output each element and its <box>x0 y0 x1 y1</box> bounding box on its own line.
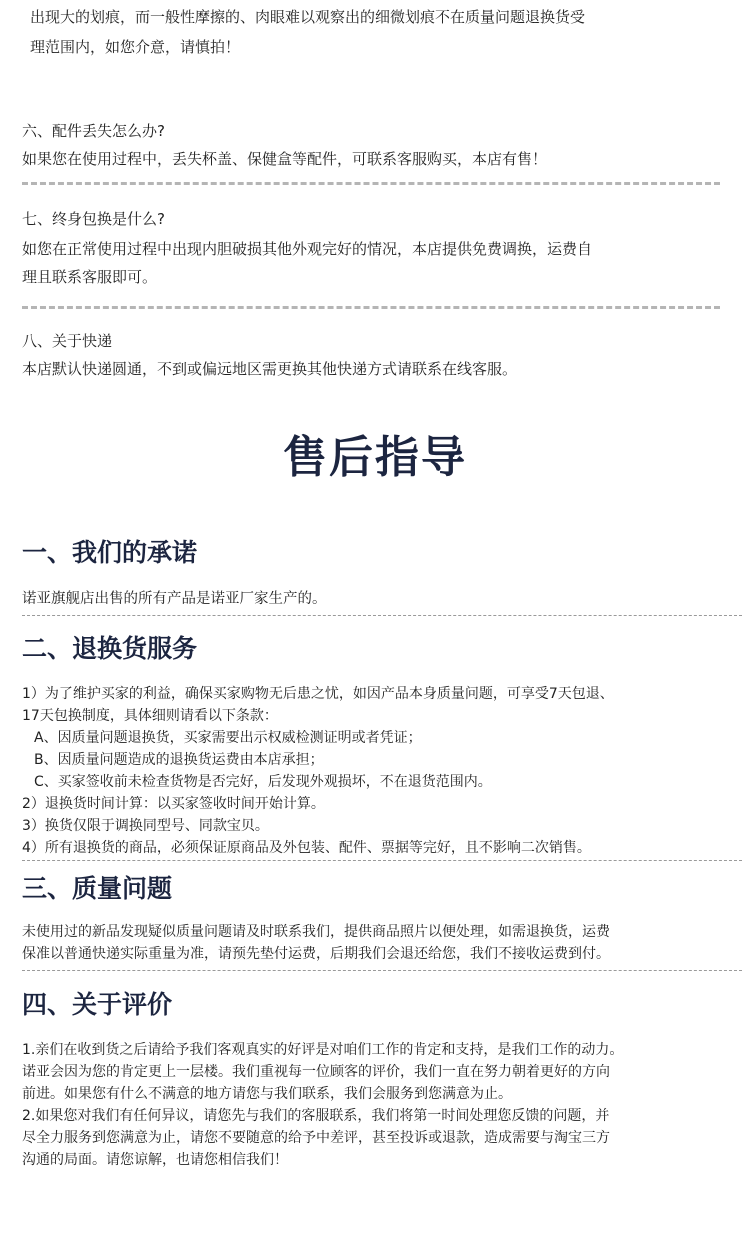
section-3-line: 保准以普通快递实际重量为准，请预先垫付运费，后期我们会退还给您，我们不接收运费到付。 <box>22 946 610 962</box>
section-2-line: 4）所有退换货的商品，必须保证原商品及外包装、配件、票据等完好，且不影响二次销售。 <box>22 840 591 856</box>
section-2-line: 17天包换制度，具体细则请看以下条款： <box>22 708 278 724</box>
section-2-line: A、因质量问题退换货，买家需要出示权威检测证明或者凭证； <box>34 730 422 746</box>
faq-q7-answer-line-1: 如您在正常使用过程中出现内胆破损其他外观完好的情况，本店提供免费调换，运费自 <box>22 240 593 258</box>
section-3-line: 未使用过的新品发现疑似质量问题请及时联系我们，提供商品照片以便处理，如需退换货，运费 <box>22 924 610 940</box>
section-4-line: 前进。如果您有什么不满意的地方请您与我们联系，我们会服务到您满意为止。 <box>22 1086 512 1102</box>
faq-continuation-line-1: 出现大的划痕，而一般性摩擦的、肉眼难以观察出的细微划痕不在质量问题退换货受 <box>30 8 586 26</box>
section-4-line: 2.如果您对我们有任何异议，请您先与我们的客服联系，我们将第一时间处理您反馈的问题，并 <box>22 1108 610 1124</box>
faq-q6-title: 六、配件丢失怎么办? <box>22 122 165 140</box>
section-4-line: 尽全力服务到您满意为止，请您不要随意的给予中差评，甚至投诉或退款，造成需要与淘宝三方 <box>22 1130 610 1146</box>
section-1-title: 一、我们的承诺 <box>22 538 198 567</box>
faq-q8-title: 八、关于快递 <box>22 332 113 350</box>
divider <box>22 615 742 616</box>
faq-continuation-line-2: 理范围内，如您介意，请慎拍！ <box>30 38 241 56</box>
section-2-title: 二、退换货服务 <box>22 634 198 663</box>
section-2-line: 3）换货仅限于调换同型号、同款宝贝。 <box>22 818 269 834</box>
divider <box>22 182 720 185</box>
divider <box>22 970 742 971</box>
faq-q7-answer-line-2: 理且联系客服即可。 <box>22 268 158 286</box>
section-2-line: B、因质量问题造成的退换货运费由本店承担； <box>34 752 324 768</box>
divider <box>22 860 742 861</box>
section-4-line: 诺亚会因为您的肯定更上一层楼。我们重视每一位顾客的评价，我们一直在努力朝着更好的方向 <box>22 1064 610 1080</box>
divider <box>22 306 720 309</box>
section-4-line: 1.亲们在收到货之后请给予我们客观真实的好评是对咱们工作的肯定和支持，是我们工作的动力。 <box>22 1042 624 1058</box>
faq-q8-answer: 本店默认快递圆通，不到或偏远地区需更换其他快递方式请联系在线客服。 <box>22 360 518 378</box>
section-4-title: 四、关于评价 <box>22 990 173 1019</box>
section-2-line: C、买家签收前未检查货物是否完好，后发现外观损坏，不在退货范围内。 <box>34 774 492 790</box>
section-3-title: 三、质量问题 <box>22 874 173 903</box>
section-4-line: 沟通的局面。请您谅解，也请您相信我们！ <box>22 1152 288 1168</box>
faq-q6-answer: 如果您在使用过程中，丢失杯盖、保健盒等配件，可联系客服购买，本店有售！ <box>22 150 548 168</box>
faq-q7-title: 七、终身包换是什么? <box>22 210 165 228</box>
page-title: 售后指导 <box>283 432 467 483</box>
section-2-line: 1）为了维护买家的利益，确保买家购物无后患之忧，如因产品本身质量问题，可享受7天包退、 <box>22 686 614 702</box>
section-1-text: 诺亚旗舰店出售的所有产品是诺亚厂家生产的。 <box>22 591 327 607</box>
section-2-line: 2）退换货时间计算：以买家签收时间开始计算。 <box>22 796 325 812</box>
